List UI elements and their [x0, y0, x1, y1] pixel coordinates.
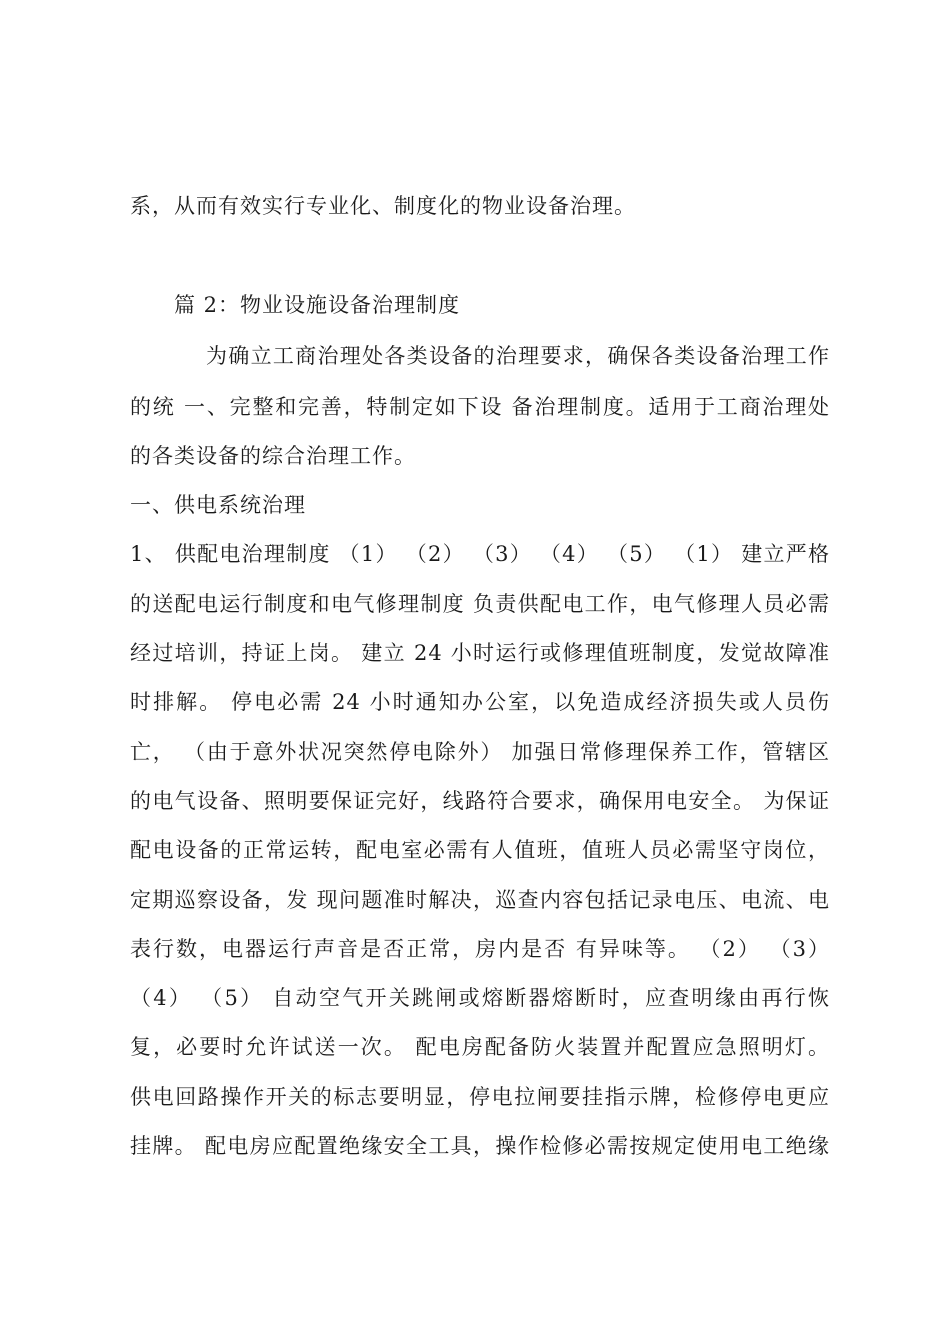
- paragraph-line: 亡， （由于意外状况突然停电除外） 加强日常修理保养工作，管辖区: [130, 740, 830, 764]
- paragraph-line: 为确立工商治理处各类设备的治理要求，确保各类设备治理工作: [206, 344, 830, 368]
- paragraph-line: 表行数，电器运行声音是否正常，房内是否 有异味等。 （2） （3）: [130, 937, 830, 961]
- subsection-heading: 一、供电系统治理: [130, 493, 306, 517]
- paragraph-line-closing: 系，从而有效实行专业化、制度化的物业设备治理。: [130, 194, 636, 218]
- paragraph-line: 的电气设备、照明要保证完好，线路符合要求，确保用电安全。 为保证: [130, 789, 830, 813]
- paragraph-line: 复，必要时允许试送一次。 配电房配备防火装置并配置应急照明灯。: [130, 1035, 830, 1059]
- paragraph-line: （4） （5） 自动空气开关跳闸或熔断器熔断时，应查明缘由再行恢: [130, 986, 830, 1010]
- paragraph-line: 时排解。 停电必需 24 小时通知办公室，以免造成经济损失或人员伤: [130, 690, 830, 714]
- paragraph-line: 供电回路操作开关的标志要明显，停电拉闸要挂指示牌，检修停电更应: [130, 1085, 830, 1109]
- section-heading: 篇 2：物业设施设备治理制度: [174, 293, 461, 317]
- paragraph-line: 的送配电运行制度和电气修理制度 负责供配电工作，电气修理人员必需: [130, 592, 830, 616]
- paragraph-line: 的各类设备的综合治理工作。: [130, 444, 416, 468]
- paragraph-line: 经过培训，持证上岗。 建立 24 小时运行或修理值班制度，发觉故障准: [130, 641, 830, 665]
- paragraph-line: 定期巡察设备，发 现问题准时解决，巡查内容包括记录电压、电流、电: [130, 888, 830, 912]
- paragraph-line: 的统 一、完整和完善，特制定如下设 备治理制度。适用于工商治理处: [130, 395, 830, 419]
- paragraph-line: 配电设备的正常运转，配电室必需有人值班，值班人员必需坚守岗位，: [130, 838, 830, 862]
- paragraph-line: 挂牌。 配电房应配置绝缘安全工具，操作检修必需按规定使用电工绝缘: [130, 1134, 830, 1158]
- paragraph-line: 1、 供配电治理制度 （1） （2） （3） （4） （5） （1） 建立严格: [130, 542, 830, 566]
